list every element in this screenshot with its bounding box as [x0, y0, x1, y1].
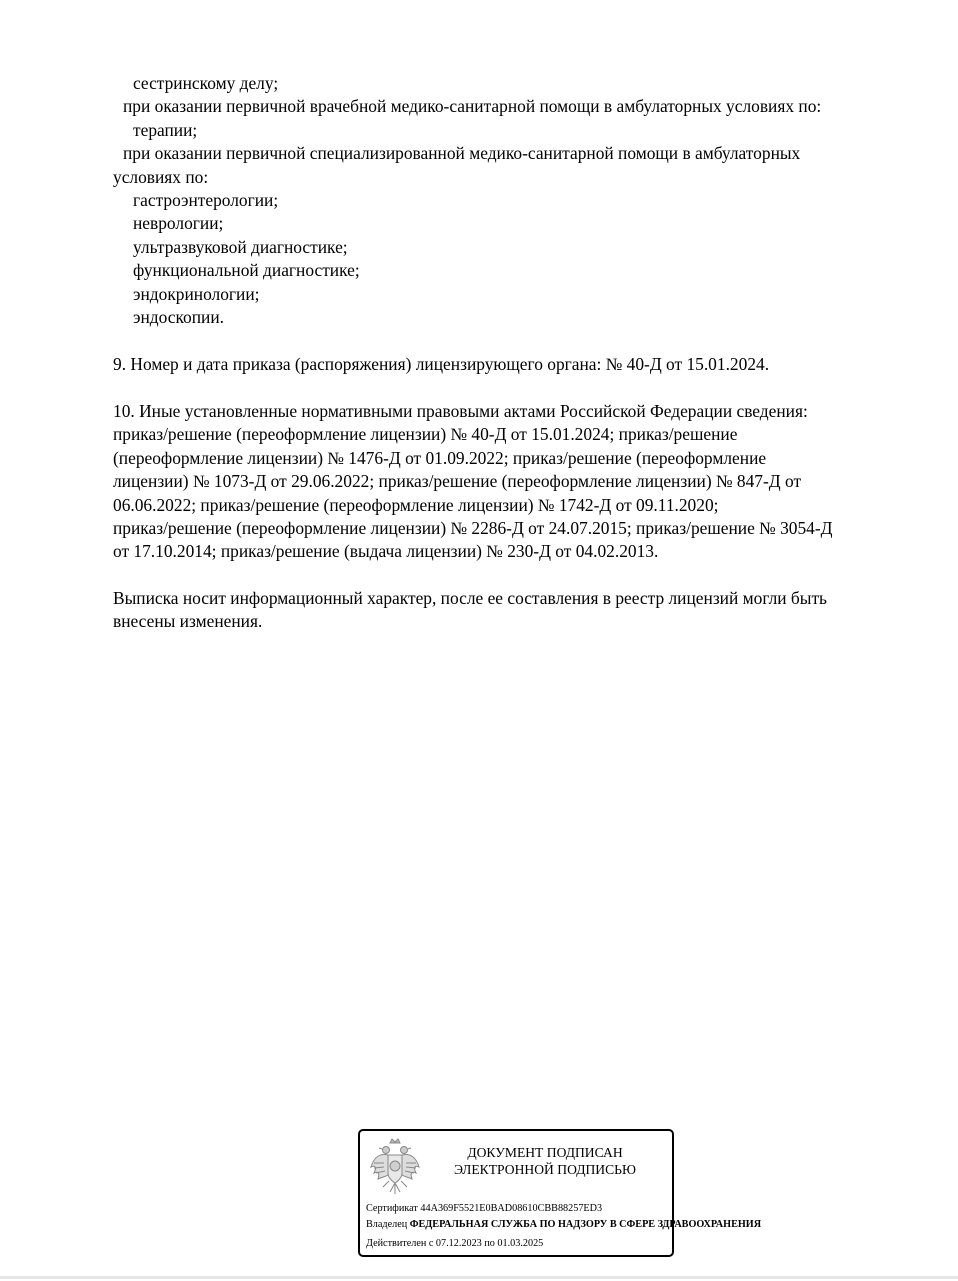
registry-notice: [113, 587, 923, 634]
section-10-line: приказ/решение (переоформление лицензии) № 40-Д от 15.01.2024; приказ/решение: [113, 424, 738, 445]
notice-line: Выписка носит информационный характер, после ее составления в реестр лицензий могли быть: [113, 588, 827, 608]
section-10-line: от 17.10.2014; приказ/решение (выдача лицензии) № 230-Д от 04.02.2013.: [113, 541, 659, 562]
section-10: [113, 400, 923, 564]
service-item-neurology: неврологии;: [133, 213, 224, 234]
section-9: [113, 353, 923, 376]
service-item-ultrasound: ультразвуковой диагностике;: [133, 236, 348, 257]
notice-line: внесены изменения.: [113, 611, 263, 632]
certificate-label: Сертификат: [366, 1203, 418, 1214]
service-item-endoscopy: эндоскопии.: [133, 306, 224, 327]
double-headed-eagle-emblem-icon: [368, 1137, 422, 1197]
certificate-value: 44A369F5521E0BAD08610CBB88257ED3: [420, 1203, 603, 1214]
section-10-line: 06.06.2022; приказ/решение (переоформление лицензии) № 1742-Д от 09.11.2020;: [113, 494, 719, 515]
specialized-care-heading: при оказании первичной специализированной медико-санитарной помощи в амбулаторных: [123, 143, 801, 164]
electronic-signature-stamp: [358, 1129, 762, 1257]
service-item-therapy: терапии;: [133, 119, 198, 140]
service-item-functional-diagnostics: функциональной диагностике;: [133, 260, 360, 281]
stamp-title: [430, 1144, 660, 1178]
service-item-nursing: сестринскому делу;: [133, 73, 279, 93]
section-10-line: лицензии) № 1073-Д от 29.06.2022; приказ/решение (переоформление лицензии) № 847-Д от: [113, 471, 802, 492]
stamp-title-line-1: ДОКУМЕНТ ПОДПИСАН: [467, 1145, 623, 1160]
section-10-line: 10. Иные установленные нормативными правовыми актами Российской Федерации сведения:: [113, 401, 808, 421]
page-bottom-border: [0, 1276, 958, 1279]
service-item-gastroenterology: гастроэнтерологии;: [133, 189, 279, 210]
specialized-care-heading-cont: условиях по:: [113, 166, 209, 187]
validity-row: Действителен с 07.12.2023 по 01.03.2025: [366, 1238, 544, 1249]
owner-value: ФЕДЕРАЛЬНАЯ СЛУЖБА ПО НАДЗОРУ В СФЕРЕ ЗДРАВООХРАНЕНИЯ: [409, 1219, 762, 1230]
primary-care-heading: при оказании первичной врачебной медико-санитарной помощи в амбулаторных условиях по:: [123, 96, 822, 117]
owner-label: Владелец: [366, 1219, 408, 1230]
section-10-line: (переоформление лицензии) № 1476-Д от 01.09.2022; приказ/решение (переоформление: [113, 447, 767, 468]
order-number-date: 9. Номер и дата приказа (распоряжения) лицензирующего органа: № 40-Д от 15.01.2024.: [113, 354, 770, 374]
stamp-title-line-2: ЭЛЕКТРОННОЙ ПОДПИСЬЮ: [454, 1162, 636, 1177]
owner-row: [366, 1218, 761, 1231]
certificate-row: [366, 1202, 602, 1215]
section-10-line: приказ/решение (переоформление лицензии) № 2286-Д от 24.07.2015; приказ/решение № 3054-Д: [113, 517, 833, 538]
services-list: [113, 72, 923, 329]
service-item-endocrinology: эндокринологии;: [133, 283, 260, 304]
